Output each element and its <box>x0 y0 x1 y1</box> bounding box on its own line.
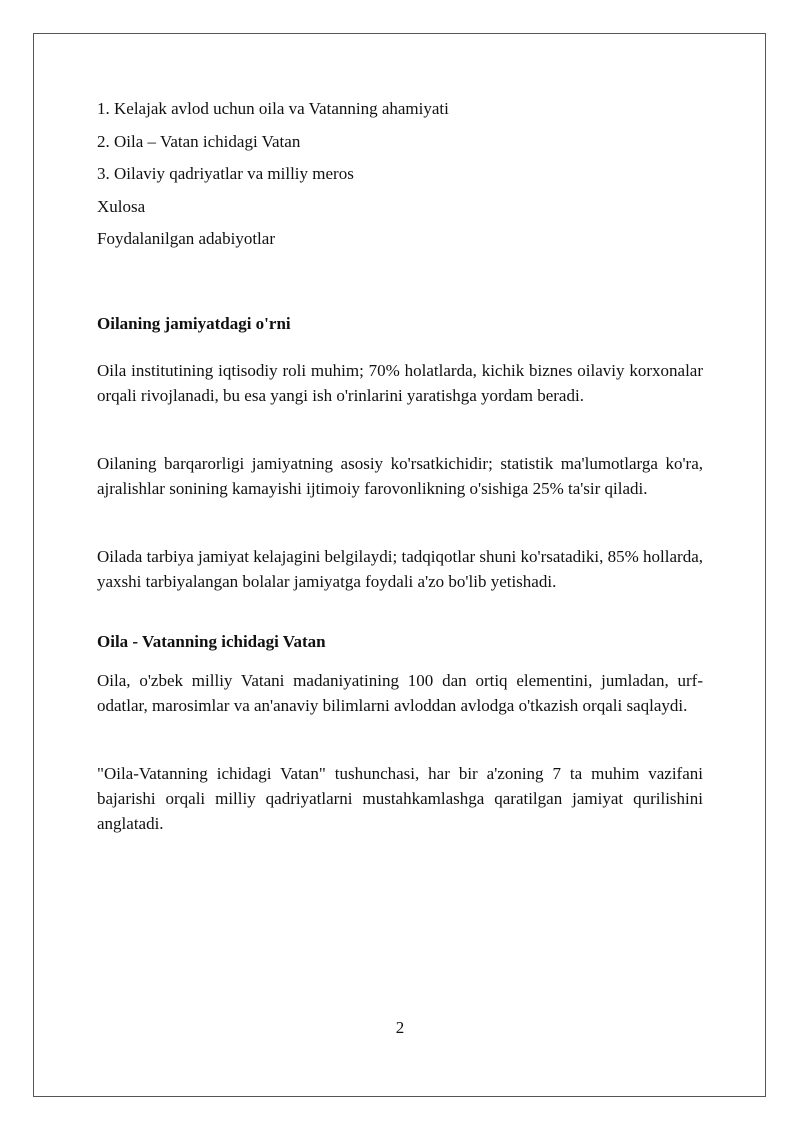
paragraph: Oila, o'zbek milliy Vatani madaniyatining 100 dan ortiq elementini, jumladan, urf-odatlar, marosimlar va an'anaviy bilimlarni avloddan avlodga o'tkazish orqali saqlaydi. <box>97 671 703 715</box>
page-content <box>97 96 703 836</box>
paragraph: Oilaning barqarorligi jamiyatning asosiy ko'rsatkichidir; statistik ma'lumotlarga ko'ra, ajralishlar sonining kamayishi ijtimoiy farovonlikning o'sishiga 25% ta'sir qiladi. <box>97 454 703 498</box>
toc-item: Xulosa <box>97 196 146 216</box>
section-heading: Oilaning jamiyatdagi o'rni <box>97 314 291 333</box>
toc-item: 2. Oila – Vatan ichidagi Vatan <box>97 131 301 151</box>
paragraph: Oilada tarbiya jamiyat kelajagini belgilaydi; tadqiqotlar shuni ko'rsatadiki, 85% hollarda, yaxshi tarbiyalangan bolalar jamiyatga foydali a'zo bo'lib yetishadi. <box>97 547 703 591</box>
paragraph: "Oila-Vatanning ichidagi Vatan" tushunchasi, har bir a'zoning 7 ta muhim vazifani bajarishi orqali milliy qadriyatlarni mustahkamlashga qaratilgan jamiyat qurilishini anglatadi. <box>97 764 703 833</box>
toc-item: Foydalanilgan adabiyotlar <box>97 229 275 248</box>
page-number: 2 <box>395 1018 405 1037</box>
section-heading: Oila - Vatanning ichidagi Vatan <box>97 632 326 651</box>
toc-item: 1. Kelajak avlod uchun oila va Vatanning ahamiyati <box>97 99 449 118</box>
table-of-contents <box>97 96 703 251</box>
paragraph: Oila institutining iqtisodiy roli muhim; 70% holatlarda, kichik biznes oilaviy korxonalar orqali rivojlanadi, bu esa yangi ish o'rinlarini yaratishga yordam beradi. <box>97 361 703 405</box>
toc-item: 3. Oilaviy qadriyatlar va milliy meros <box>97 164 354 183</box>
